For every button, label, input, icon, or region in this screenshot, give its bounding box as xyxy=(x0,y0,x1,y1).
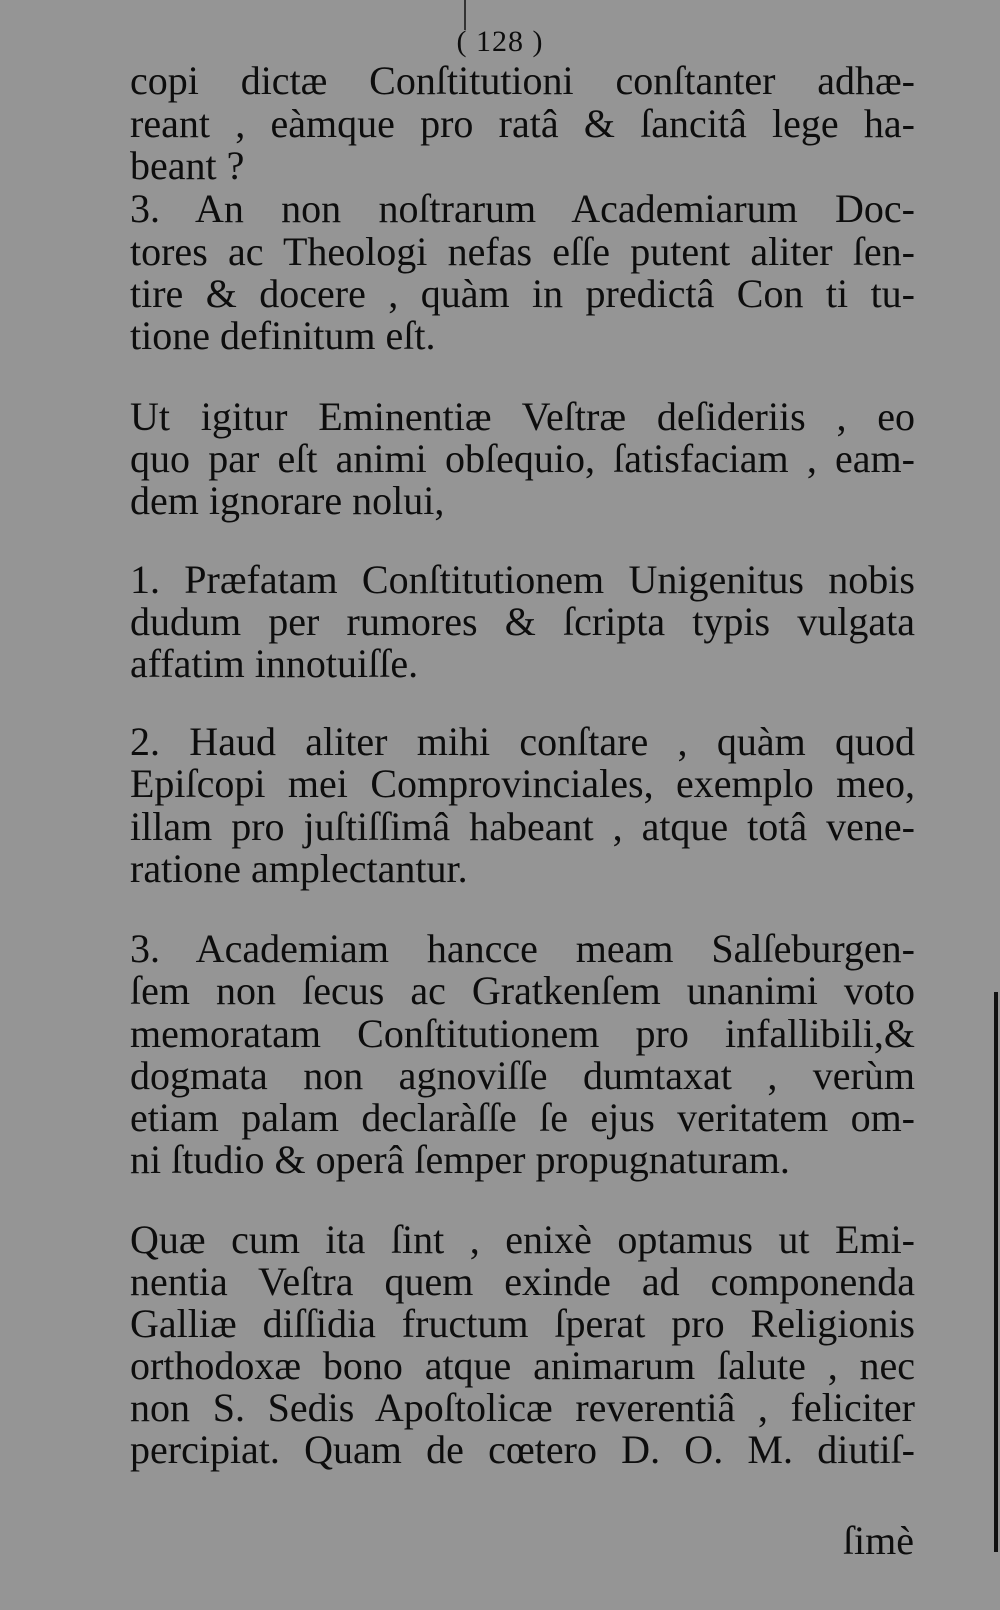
text-line: 1. Præfatam Conſtitutionem Unigenitus nobis xyxy=(130,557,915,602)
text-line: non S. Sedis Apoſtolicæ reverentiâ , feliciter xyxy=(130,1385,915,1430)
text-line: dem ignorare nolui, xyxy=(130,478,445,523)
text-line: tione definitum eſt. xyxy=(130,313,436,358)
text-line: dogmata non agnoviſſe dumtaxat , verùm xyxy=(130,1053,915,1098)
text-line: Epiſcopi mei Comprovinciales, exemplo meo, xyxy=(130,761,915,806)
text-line: beant ? xyxy=(130,143,245,188)
text-line: etiam palam declaràſſe ſe ejus veritatem om- xyxy=(130,1095,915,1140)
text-line: 2. Haud aliter mihi conſtare , quàm quod xyxy=(130,719,915,764)
text-line: affatim innotuiſſe. xyxy=(130,641,419,686)
text-line: ratione amplectantur. xyxy=(130,846,468,891)
text-line: quo par eſt animi obſequio, ſatisfaciam , eam- xyxy=(130,436,915,481)
text-line: ſem non ſecus ac Gratkenſem unanimi voto xyxy=(130,968,915,1013)
text-line: Ut igitur Eminentiæ Veſtræ deſideriis , eo xyxy=(130,394,915,439)
text-line: Galliæ diſſidia fructum ſperat pro Religionis xyxy=(130,1301,915,1346)
text-line: percipiat. Quam de cœtero D. O. M. diutiſ- xyxy=(130,1427,915,1472)
text-line: Quæ cum ita ſint , enixè optamus ut Emi- xyxy=(130,1217,915,1262)
text-line: 3. An non noſtrarum Academiarum Doc- xyxy=(130,186,915,231)
text-line: nentia Veſtra quem exinde ad componenda xyxy=(130,1259,915,1304)
text-line: tire & docere , quàm in predictâ Con ti tu- xyxy=(130,271,915,316)
text-line: illam pro juſtiſſimâ habeant , atque totâ vene- xyxy=(130,804,915,849)
text-line: ni ſtudio & operâ ſemper propugnaturam. xyxy=(130,1137,790,1182)
page-number: ( 128 ) xyxy=(456,25,544,58)
text-line: 3. Academiam hancce meam Salſeburgen- xyxy=(130,926,915,971)
text-line: reant , eàmque pro ratâ & ſancitâ lege ha- xyxy=(130,101,915,146)
text-line: copi dictæ Conſtitutioni conſtanter adhæ- xyxy=(130,58,915,103)
text-line: tores ac Theologi nefas eſſe putent aliter ſen- xyxy=(130,229,915,274)
text-line: orthodoxæ bono atque animarum ſalute , nec xyxy=(130,1343,915,1388)
text-line: dudum per rumores & ſcripta typis vulgata xyxy=(130,599,915,644)
page-right-edge xyxy=(994,992,998,1552)
text-line: memoratam Conſtitutionem pro infallibili,& xyxy=(130,1011,915,1056)
catchword: ſimè xyxy=(842,1518,914,1563)
